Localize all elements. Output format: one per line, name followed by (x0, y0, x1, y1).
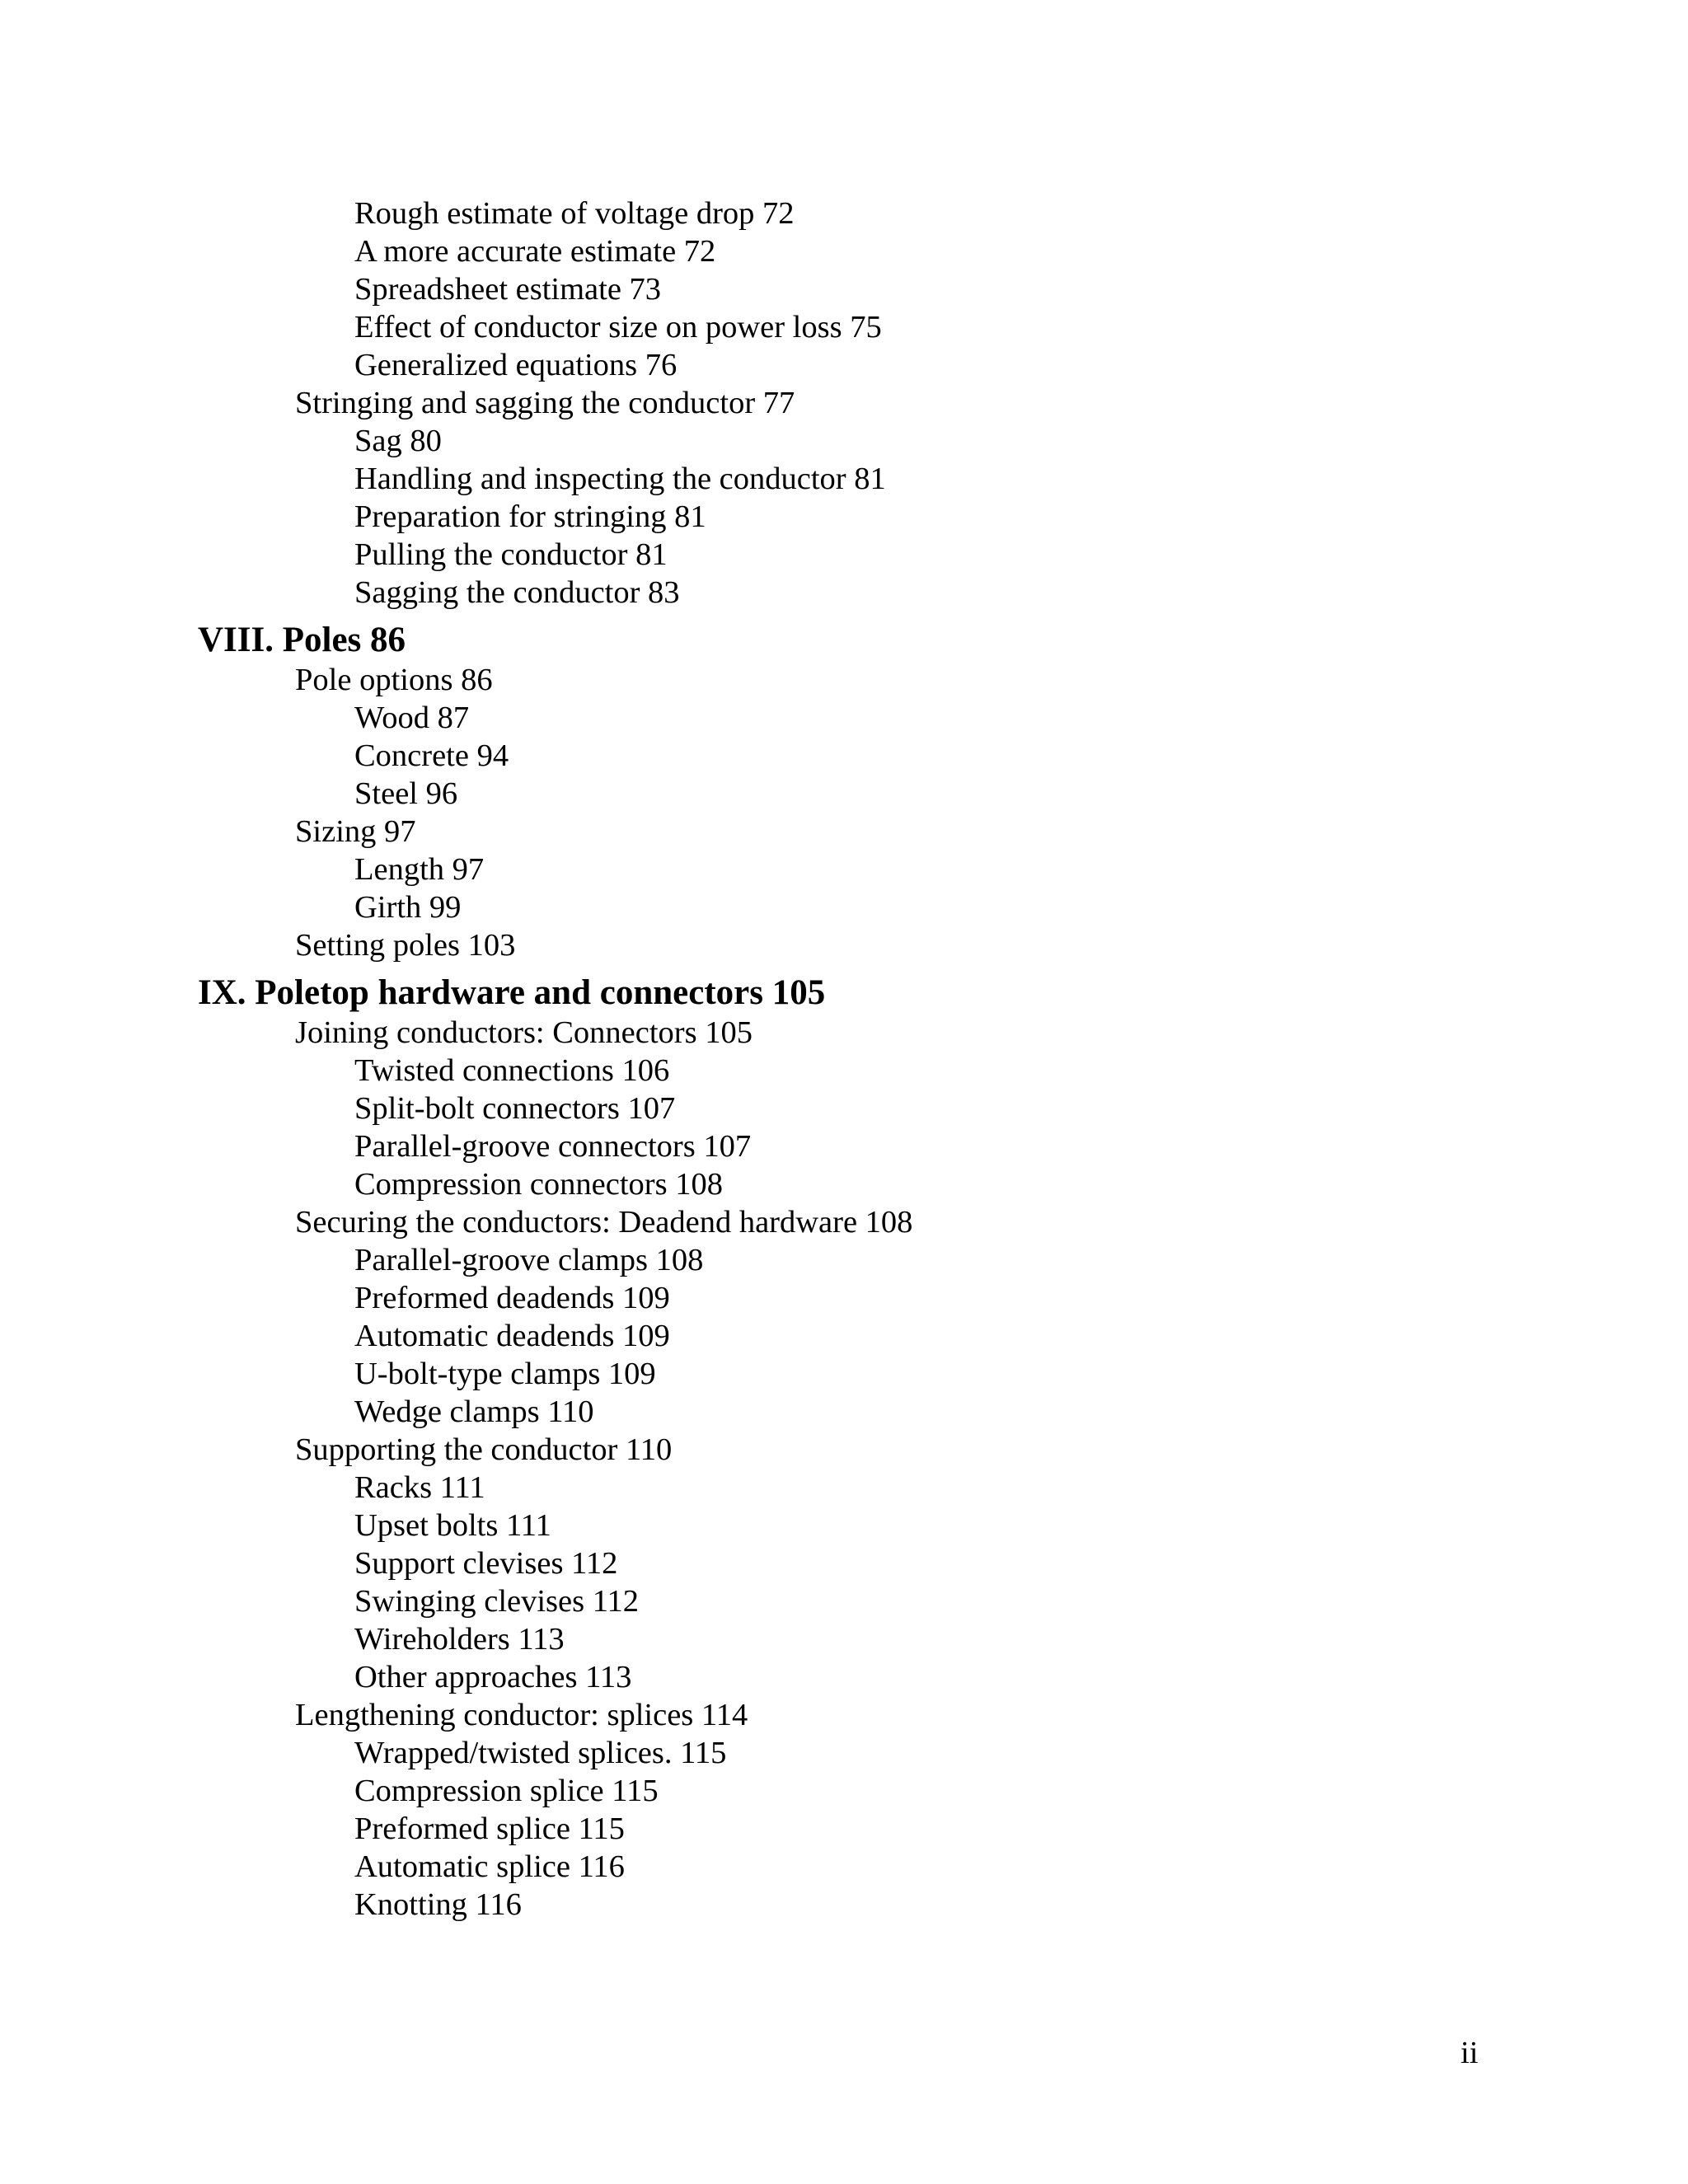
toc-subsection-entry: Sagging the conductor 83 (354, 575, 680, 610)
toc-subsection-entry: A more accurate estimate 72 (354, 234, 716, 269)
toc-subsection-entry: Wedge clamps 110 (354, 1394, 594, 1429)
toc-subsection-entry: Compression connectors 108 (354, 1167, 723, 1202)
toc-subsection-entry: Twisted connections 106 (354, 1053, 670, 1088)
toc-chapter-heading: IX. Poletop hardware and connectors 105 (198, 973, 826, 1012)
toc-subsection-entry: Girth 99 (354, 890, 462, 925)
toc-subsection-entry: U-bolt-type clamps 109 (354, 1357, 656, 1391)
toc-subsection-entry: Wireholders 113 (354, 1622, 565, 1657)
toc-subsection-entry: Preformed deadends 109 (354, 1281, 670, 1315)
toc-subsection-entry: Wood 87 (354, 701, 470, 735)
toc-section-entry: Lengthening conductor: splices 114 (295, 1698, 748, 1732)
toc-section-entry: Sizing 97 (295, 814, 416, 849)
toc-subsection-entry: Support clevises 112 (354, 1546, 618, 1581)
toc-subsection-entry: Steel 96 (354, 776, 458, 811)
page-number: ii (1461, 2036, 1479, 2070)
toc-subsection-entry: Parallel-groove connectors 107 (354, 1129, 752, 1164)
toc-subsection-entry: Preformed splice 115 (354, 1811, 625, 1846)
toc-subsection-entry: Effect of conductor size on power loss 75 (354, 310, 882, 344)
toc-section-entry: Stringing and sagging the conductor 77 (295, 386, 795, 420)
toc-section-entry: Setting poles 103 (295, 928, 516, 963)
toc-subsection-entry: Parallel-groove clamps 108 (354, 1243, 704, 1277)
toc-subsection-entry: Concrete 94 (354, 738, 509, 773)
toc-subsection-entry: Wrapped/twisted splices. 115 (354, 1736, 727, 1770)
table-of-contents (0, 194, 1688, 1924)
toc-chapter-heading: VIII. Poles 86 (198, 621, 406, 659)
toc-subsection-entry: Length 97 (354, 852, 485, 887)
toc-subsection-entry: Split-bolt connectors 107 (354, 1091, 676, 1126)
toc-subsection-entry: Compression splice 115 (354, 1774, 659, 1808)
toc-section-entry: Joining conductors: Connectors 105 (295, 1015, 753, 1050)
toc-subsection-entry: Rough estimate of voltage drop 72 (354, 196, 795, 231)
toc-subsection-entry: Automatic splice 116 (354, 1849, 625, 1884)
toc-subsection-entry: Other approaches 113 (354, 1660, 632, 1694)
toc-subsection-entry: Handling and inspecting the conductor 81 (354, 462, 886, 496)
toc-subsection-entry: Automatic deadends 109 (354, 1319, 670, 1353)
toc-subsection-entry: Spreadsheet estimate 73 (354, 272, 662, 307)
toc-subsection-entry: Generalized equations 76 (354, 348, 678, 382)
toc-section-entry: Pole options 86 (295, 663, 493, 697)
toc-subsection-entry: Sag 80 (354, 424, 442, 458)
toc-subsection-entry: Racks 111 (354, 1470, 485, 1505)
toc-subsection-entry: Knotting 116 (354, 1887, 522, 1922)
toc-subsection-entry: Upset bolts 111 (354, 1508, 551, 1543)
toc-subsection-entry: Pulling the conductor 81 (354, 537, 668, 572)
toc-subsection-entry: Swinging clevises 112 (354, 1584, 640, 1619)
toc-subsection-entry: Preparation for stringing 81 (354, 499, 706, 534)
toc-section-entry: Supporting the conductor 110 (295, 1432, 673, 1467)
toc-section-entry: Securing the conductors: Deadend hardware 108 (295, 1205, 913, 1240)
